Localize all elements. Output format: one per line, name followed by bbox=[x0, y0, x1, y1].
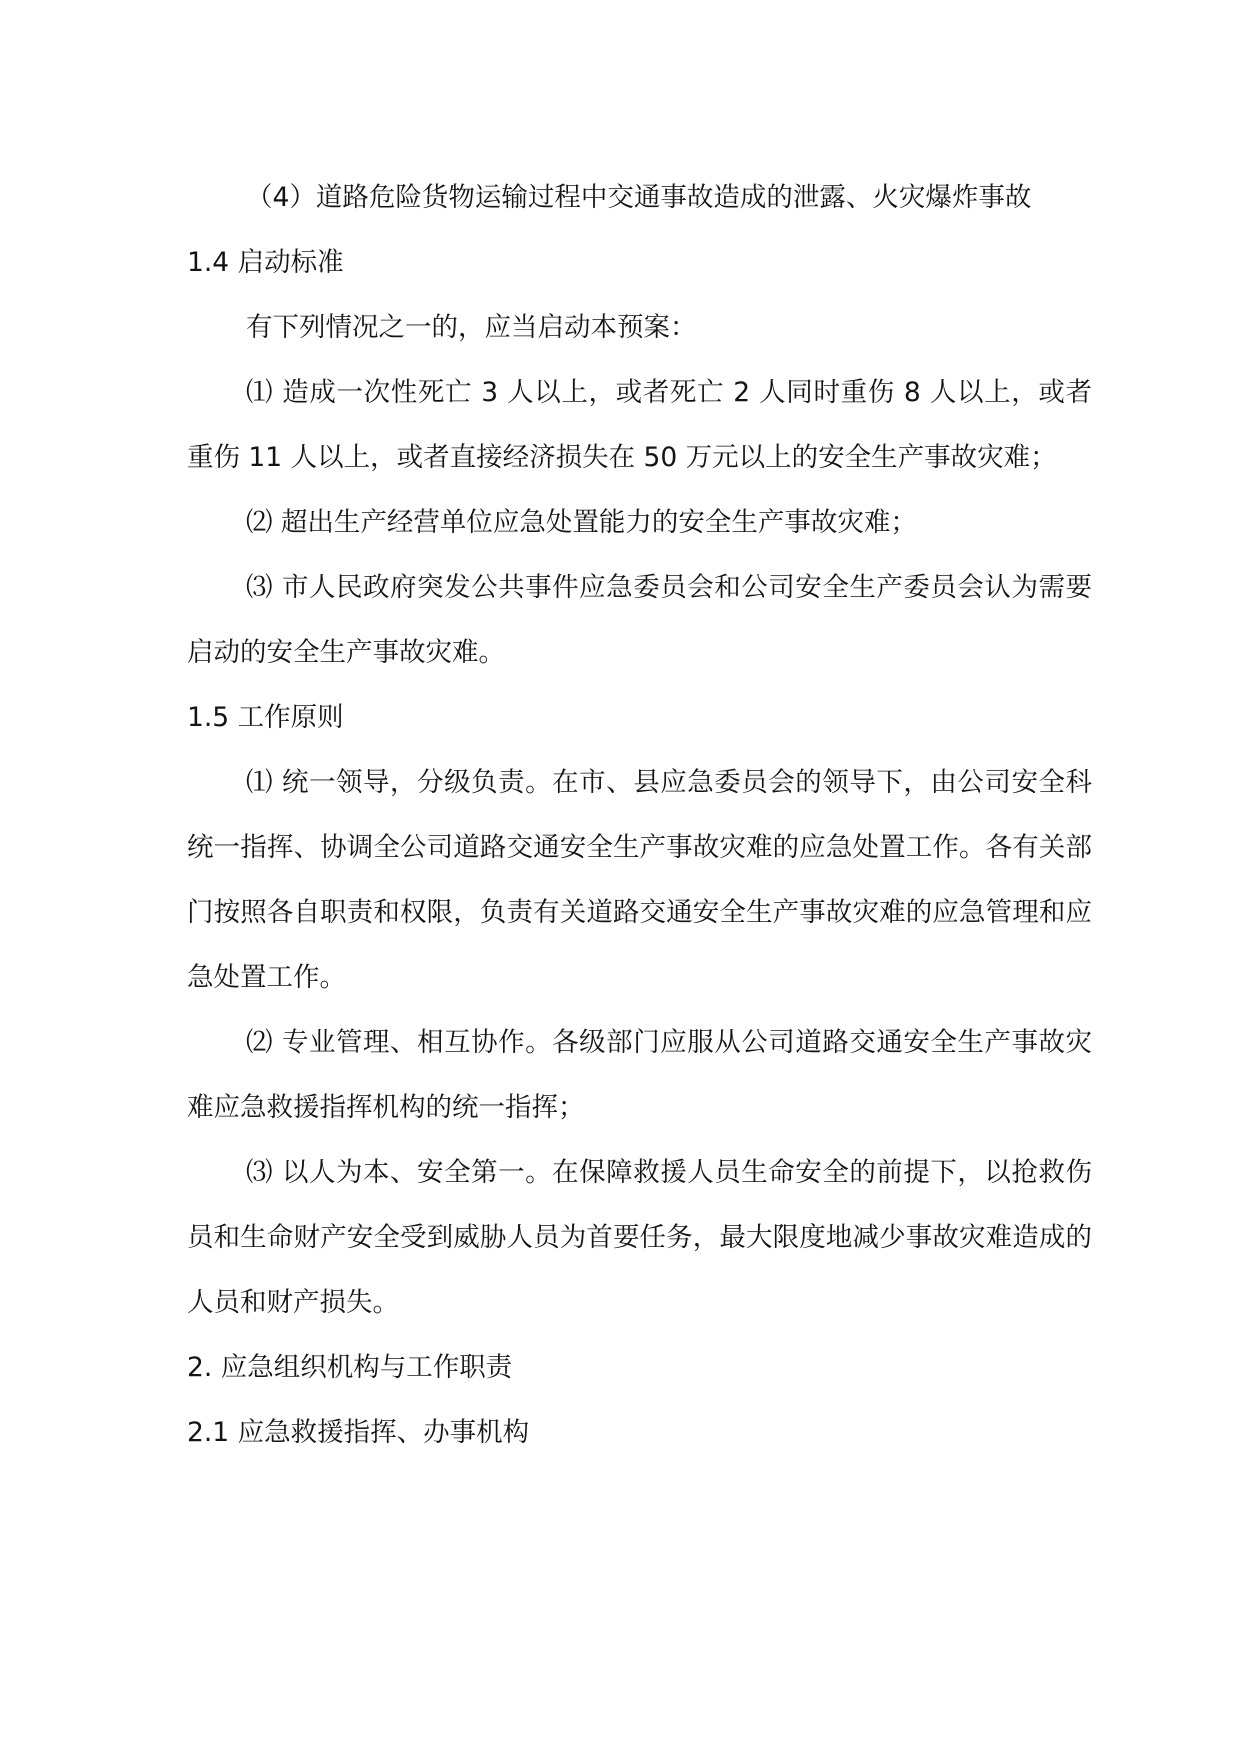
paragraph-criterion-1: ⑴ 造成一次性死亡 3 人以上，或者死亡 2 人同时重伤 8 人以上，或者重伤 11 人以上，或者直接经济损失在 50 万元以上的安全生产事故灾难； bbox=[187, 377, 1092, 473]
paragraph-principle-2: ⑵ 专业管理、相互协作。各级部门应服从公司道路交通安全生产事故灾难应急救援指挥机构的统一指挥； bbox=[187, 1027, 1092, 1123]
paragraph-criterion-3: ⑶ 市人民政府突发公共事件应急委员会和公司安全生产委员会认为需要启动的安全生产事故灾难。 bbox=[187, 572, 1092, 668]
section-heading-1-5: 1.5 工作原则 bbox=[187, 702, 344, 733]
paragraph-criterion-2: ⑵ 超出生产经营单位应急处置能力的安全生产事故灾难； bbox=[246, 507, 917, 538]
paragraph-activation-intro: 有下列情况之一的，应当启动本预案： bbox=[246, 312, 697, 343]
section-heading-2: 2. 应急组织机构与工作职责 bbox=[187, 1352, 513, 1383]
paragraph-hazmat-accident: （4）道路危险货物运输过程中交通事故造成的泄露、火灾爆炸事故 bbox=[246, 182, 1032, 213]
paragraph-principle-1: ⑴ 统一领导，分级负责。在市、县应急委员会的领导下，由公司安全科统一指挥、协调全公司道路交通安全生产事故灾难的应急处置工作。各有关部门按照各自职责和权限，负责有关道路交通安全生产事故灾难的应急管理和应急处置工作。 bbox=[187, 767, 1092, 993]
section-heading-2-1: 2.1 应急救援指挥、办事机构 bbox=[187, 1417, 530, 1448]
document-body bbox=[187, 165, 1092, 1465]
section-heading-1-4: 1.4 启动标准 bbox=[187, 247, 344, 278]
paragraph-principle-3: ⑶ 以人为本、安全第一。在保障救援人员生命安全的前提下，以抢救伤员和生命财产安全受到威胁人员为首要任务，最大限度地减少事故灾难造成的人员和财产损失。 bbox=[187, 1157, 1092, 1318]
